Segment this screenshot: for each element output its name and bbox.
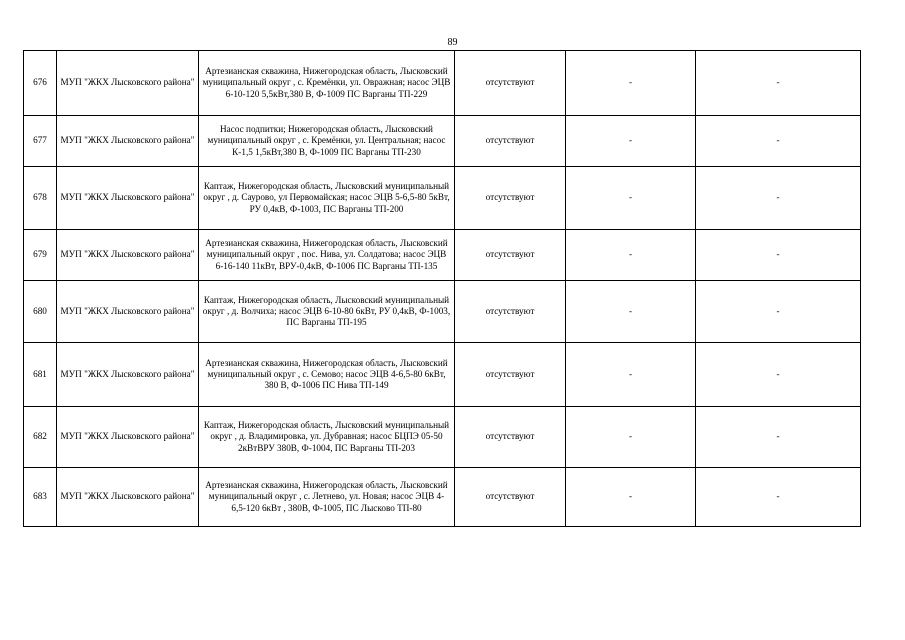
empty-value-cell: - — [696, 230, 861, 281]
empty-value-cell: - — [696, 167, 861, 230]
empty-value-cell: - — [566, 407, 696, 468]
organization-cell: МУП "ЖКХ Лысковского района" — [57, 343, 199, 407]
status-cell: отсутствуют — [455, 116, 566, 167]
organization-cell: МУП "ЖКХ Лысковского района" — [57, 468, 199, 527]
row-number: 681 — [24, 343, 57, 407]
status-cell: отсутствуют — [455, 51, 566, 116]
object-description-cell: Насос подпитки; Нижегородская область, Лысковский муниципальный округ , с. Кремёнки, ул. Центральная; насос К-1,5 1,5кВт,380 В, Ф-1009 ПС Варганы ТП-230 — [199, 116, 455, 167]
table-row — [24, 230, 861, 281]
empty-value-cell: - — [566, 51, 696, 116]
empty-value-cell: - — [696, 407, 861, 468]
status-cell: отсутствуют — [455, 281, 566, 343]
row-number: 679 — [24, 230, 57, 281]
status-cell: отсутствуют — [455, 468, 566, 527]
row-number: 683 — [24, 468, 57, 527]
registry-table — [23, 50, 861, 527]
empty-value-cell: - — [696, 281, 861, 343]
row-number: 682 — [24, 407, 57, 468]
object-description-cell: Каптаж, Нижегородская область, Лысковский муниципальный округ , д. Владимировка, ул. Дубравная; насос БЦПЭ 05-50 2кВтВРУ 380В, Ф-1004, ПС Варганы ТП-203 — [199, 407, 455, 468]
empty-value-cell: - — [566, 468, 696, 527]
status-cell: отсутствуют — [455, 407, 566, 468]
organization-cell: МУП "ЖКХ Лысковского района" — [57, 281, 199, 343]
object-description-cell: Артезианская скважина, Нижегородская область, Лысковский муниципальный округ , с. Кремёнки, ул. Овражная; насос ЭЦВ 6-10-120 5,5кВт,380 В, Ф-1009 ПС Варганы ТП-229 — [199, 51, 455, 116]
status-cell: отсутствуют — [455, 343, 566, 407]
row-number: 677 — [24, 116, 57, 167]
page-number: 89 — [447, 37, 458, 48]
organization-cell: МУП "ЖКХ Лысковского района" — [57, 167, 199, 230]
table-row — [24, 167, 861, 230]
organization-cell: МУП "ЖКХ Лысковского района" — [57, 230, 199, 281]
empty-value-cell: - — [566, 343, 696, 407]
empty-value-cell: - — [696, 51, 861, 116]
organization-cell: МУП "ЖКХ Лысковского района" — [57, 407, 199, 468]
table-row — [24, 468, 861, 527]
row-number: 676 — [24, 51, 57, 116]
empty-value-cell: - — [696, 116, 861, 167]
organization-cell: МУП "ЖКХ Лысковского района" — [57, 116, 199, 167]
object-description-cell: Каптаж, Нижегородская область, Лысковский муниципальный округ , д. Волчиха; насос ЭЦВ 6-10-80 6кВт, РУ 0,4кВ, Ф-1003, ПС Варганы ТП-195 — [199, 281, 455, 343]
empty-value-cell: - — [696, 343, 861, 407]
row-number: 680 — [24, 281, 57, 343]
object-description-cell: Каптаж, Нижегородская область, Лысковский муниципальный округ , д. Саурово, ул Первомайская; насос ЭЦВ 5-6,5-80 5кВт, РУ 0,4кВ, Ф-1003, ПС Варганы ТП-200 — [199, 167, 455, 230]
empty-value-cell: - — [566, 230, 696, 281]
status-cell: отсутствуют — [455, 230, 566, 281]
status-cell: отсутствуют — [455, 167, 566, 230]
row-number: 678 — [24, 167, 57, 230]
object-description-cell: Артезианская скважина, Нижегородская область, Лысковский муниципальный округ , пос. Нива, ул. Солдатова; насос ЭЦВ 6-16-140 11кВт, ВРУ-0,4кВ, Ф-1006 ПС Варганы ТП-135 — [199, 230, 455, 281]
empty-value-cell: - — [566, 281, 696, 343]
table-row — [24, 51, 861, 116]
empty-value-cell: - — [696, 468, 861, 527]
table-row — [24, 407, 861, 468]
object-description-cell: Артезианская скважина, Нижегородская область, Лысковский муниципальный округ , с. Летнево, ул. Новая; насос ЭЦВ 4-6,5-120 6кВт , 380В, Ф-1005, ПС Лысково ТП-80 — [199, 468, 455, 527]
empty-value-cell: - — [566, 116, 696, 167]
object-description-cell: Артезианская скважина, Нижегородская область, Лысковский муниципальный округ , с. Семово; насос ЭЦВ 4-6,5-80 6кВт, 380 В, Ф-1006 ПС Нива ТП-149 — [199, 343, 455, 407]
organization-cell: МУП "ЖКХ Лысковского района" — [57, 51, 199, 116]
table-row — [24, 116, 861, 167]
table-row — [24, 343, 861, 407]
empty-value-cell: - — [566, 167, 696, 230]
table-row — [24, 281, 861, 343]
